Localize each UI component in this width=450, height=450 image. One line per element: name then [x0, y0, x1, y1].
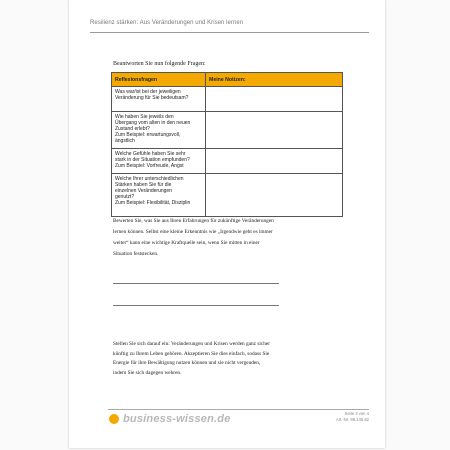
footer-meta [336, 411, 369, 423]
reflection-table [111, 72, 343, 217]
question-line: Zum Beispiel: Vorfreude, Angst [115, 163, 184, 169]
column-header-notes: Meine Notizen: [206, 73, 343, 87]
question-line: stark in der Situation empfunden? [115, 157, 190, 163]
logo-dot-icon [109, 414, 119, 424]
notes-cell[interactable] [206, 149, 343, 174]
paragraph-line: weiter“ kann eine wichtige Kraftquelle sein, wenn Sie mitten in einer [113, 240, 260, 246]
question-line: Welche Gefühle haben Sie sehr [115, 151, 186, 157]
table-row [112, 174, 343, 217]
paragraph-line: Bewerten Sie, was Sie aus Ihren Erfahrungen für zukünftige Veränderungen [113, 218, 274, 224]
question-line: Zum Beispiel: erwartungsvoll, [115, 132, 181, 138]
question-line: Zustand erlebt? [115, 126, 150, 132]
question-line: Was war/ist bei der jeweiligen [115, 89, 181, 95]
question-line: Stärken haben Sie für die [115, 182, 172, 188]
paragraph-line: künftig zu Ihrem Leben gehören. Akzeptieren Sie dies einfach, sodass Sie [113, 350, 270, 357]
business-wissen-logo [109, 413, 231, 425]
paragraph-line: Situation feststecken. [113, 251, 159, 257]
paragraph-line: Stellen Sie sich darauf ein: Veränderungen und Krisen werden ganz sicher [113, 341, 270, 347]
paragraph-line: indem Sie sich dagegen wehren. [113, 369, 182, 376]
notes-cell[interactable] [206, 112, 343, 149]
closing-paragraph [113, 340, 353, 378]
document-page [69, 0, 385, 448]
question-line: Welche Ihrer unterschiedlichen [115, 176, 184, 182]
table-row [112, 87, 343, 112]
footer-divider [108, 409, 369, 410]
question-cell [112, 149, 206, 174]
notes-cell[interactable] [206, 87, 343, 112]
table-header-row [112, 73, 343, 87]
writing-line-1[interactable] [113, 283, 279, 284]
paragraph-line: Energie für ihre Bewältigung nutzen können und sie nicht vergeuden, [113, 360, 261, 366]
notes-cell[interactable] [206, 174, 343, 217]
question-line: Veränderung für Sie bedeutsam? [115, 95, 189, 101]
article-number: Art.-Nr. 99.145.82 [335, 417, 369, 422]
question-line: Zum Beispiel: Flexibilität, Disziplin [115, 200, 191, 206]
writing-line-2[interactable] [113, 305, 279, 306]
intro-text: Beantworten Sie nun folgende Fragen: [113, 61, 206, 67]
column-header-questions: Reflexionsfragen [112, 73, 206, 87]
table-row [112, 112, 343, 149]
question-line: Übergang vom alten in den neuen [115, 120, 191, 126]
page-number: Seite 3 von 4 [344, 411, 369, 416]
question-line: ängstlich [115, 138, 135, 144]
logo-text: business-wissen.de [123, 413, 231, 425]
document-header-title: Resilienz stärken: Aus Veränderungen und Krisen lernen [90, 20, 244, 26]
question-cell [112, 112, 206, 149]
question-line: einzelnen Veränderungen [115, 188, 172, 194]
header-divider [90, 32, 369, 33]
question-line: genutzt? [115, 194, 135, 200]
table-row [112, 149, 343, 174]
evaluation-paragraph [113, 216, 353, 260]
paragraph-line: lernen können. Selbst eine kleine Erkenntnis wie „Irgendwie geht es immer [113, 229, 273, 235]
question-line: Wie haben Sie jeweils den [115, 114, 174, 120]
question-cell [112, 87, 206, 112]
question-cell [112, 174, 206, 217]
